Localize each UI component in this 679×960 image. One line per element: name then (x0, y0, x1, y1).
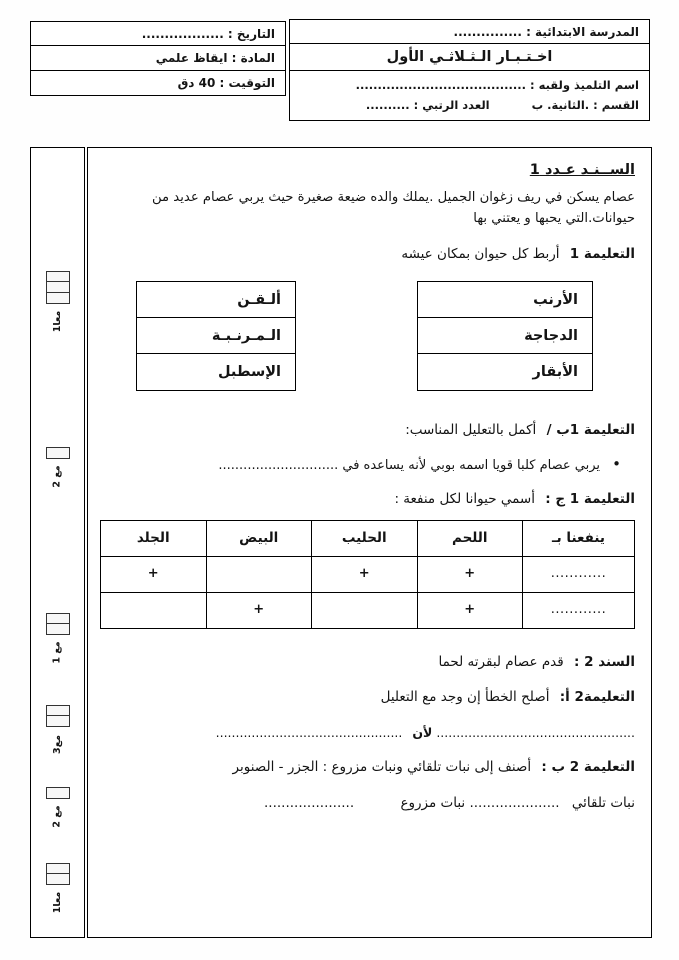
table-header-cell: البيض (206, 520, 312, 556)
criterion-score-box (31, 706, 84, 755)
table-cell (206, 556, 312, 592)
benefits-table (100, 520, 635, 629)
instruction-2a-text: أصلح الخطأ إن وجد مع التعليل (380, 689, 550, 706)
dotted-blank: ..................... (264, 794, 355, 811)
score-cell (46, 787, 70, 799)
table-header-cell: الحليب (312, 520, 418, 556)
animal-item: الأرنب (418, 282, 592, 318)
classification-answer-line (100, 794, 635, 814)
exam-body (87, 147, 652, 938)
criterion-label: معا1 (52, 310, 63, 333)
correction-answer-line (100, 724, 635, 742)
dotted-blank: .................................................. (436, 724, 635, 740)
table-cell (312, 592, 418, 628)
criterion-label: مع3 (52, 735, 63, 755)
score-cell (46, 715, 70, 727)
instruction-2b-text: أصنف إلى نبات تلقائي ونبات مزروع : الجزر - الصنوبر (232, 759, 532, 776)
because-word: لأن (412, 724, 433, 740)
class-rank-row (300, 95, 639, 116)
criterion-score-box (31, 272, 84, 333)
instruction-2b-label: التعليمة 2 ب : (541, 759, 635, 776)
subject-line: المادة : ايقاظ علمي (30, 45, 286, 71)
table-cell: ............ (523, 592, 635, 628)
instruction-2a (100, 688, 635, 708)
animal-item: الدجاجة (418, 318, 592, 354)
place-item: الإسطبل (217, 363, 281, 380)
instruction-1b (100, 421, 635, 441)
time-line: التوقيت : 40 دق (30, 70, 286, 96)
completion-text: يربي عصام كلبا قويا اسمه بوبي لأنه يساعده في ............................. (218, 458, 600, 474)
places-list-box (136, 281, 296, 391)
sanad2-line (100, 653, 635, 673)
criterion-label: مع 2 (52, 465, 63, 488)
instruction-1b-label: التعليمة 1ب / (546, 421, 635, 438)
date-line: التاريخ : .................. (30, 21, 286, 47)
table-cell: + (312, 556, 418, 592)
header-left-block (30, 22, 286, 96)
benefits-table-row (101, 592, 635, 628)
criterion-label: معا1 (52, 892, 63, 914)
criterion-score-box (31, 864, 84, 914)
table-cell: + (206, 592, 312, 628)
student-info-cell (289, 70, 650, 121)
table-cell: ............ (523, 556, 635, 592)
benefits-table-row (101, 556, 635, 592)
criterion-score-box (31, 448, 84, 488)
exam-title: اخـتـبـار الـثـلاثـي الأول (289, 43, 650, 71)
bullet-icon: • (612, 455, 621, 474)
criterion-label: مع 1 (52, 641, 63, 665)
dotted-blank: ..................... (469, 794, 560, 811)
table-cell: + (101, 556, 207, 592)
instruction-1c-text: أسمي حيوانا لكل منفعة : (394, 491, 535, 508)
place-item: ألـقـن (137, 282, 295, 318)
place-item: الـمـرنـبـة (137, 318, 295, 354)
class-line: القسم : .الثانية. ب (531, 98, 639, 113)
instruction-1c-label: التعليمة 1 ج : (545, 491, 635, 508)
completion-sentence (100, 454, 635, 476)
score-cell (46, 447, 70, 459)
sanad2-text: قدم عصام لبقرته لحما (438, 653, 564, 670)
school-name-line: المدرسة الابتدائية : ............... (289, 19, 650, 45)
header-right-block (289, 20, 650, 121)
animals-list-box (417, 281, 593, 391)
instruction-2a-label: التعليمة2 أ: (559, 689, 635, 706)
cultivated-plant-label: نبات مزروع (400, 794, 466, 811)
instruction-1c (100, 490, 635, 510)
rank-line: العدد الرتبي : .......... (365, 98, 490, 113)
criterion-label: مع 2 (52, 805, 63, 828)
instruction-1b-text: أكمل بالتعليل المناسب: (405, 421, 537, 438)
sanad1-text: عصام يسكن في ريف زغوان الجميل .يملك والده ضيعة صغيرة حيث يربي عصام عديد من حيوانات.التي يحبها و يعتني بها (152, 190, 635, 227)
instruction-1-text: أربط كل حيوان بمكان عيشه (401, 246, 560, 263)
animal-item: الأبقار (532, 363, 578, 380)
table-cell: + (417, 556, 523, 592)
instruction-1-label: التعليمة 1 (569, 246, 635, 263)
table-header-cell: الجلد (101, 520, 207, 556)
criterion-score-box (31, 614, 84, 665)
matching-exercise (100, 281, 635, 391)
instruction-2b (100, 758, 635, 778)
table-cell: + (417, 592, 523, 628)
sanad2-label: السند 2 : (574, 653, 635, 670)
grading-criteria-strip (30, 147, 85, 938)
table-cell (101, 592, 207, 628)
wild-plant-label: نبات تلقائي (571, 794, 635, 811)
score-cell (46, 292, 70, 304)
table-header-cell: اللحم (417, 520, 523, 556)
instruction-1 (100, 245, 635, 265)
dotted-blank: ............................................... (215, 724, 403, 740)
criterion-score-box (31, 788, 84, 828)
benefits-table-header-row (101, 520, 635, 556)
score-cell (46, 873, 70, 885)
score-cell (46, 623, 70, 635)
table-header-cell: ينفعنا بـ (523, 520, 635, 556)
sanad1-title: الســنـد عـدد 1 (529, 162, 635, 178)
student-name-line: اسم التلميذ ولقبه : ....................................... (355, 77, 639, 92)
